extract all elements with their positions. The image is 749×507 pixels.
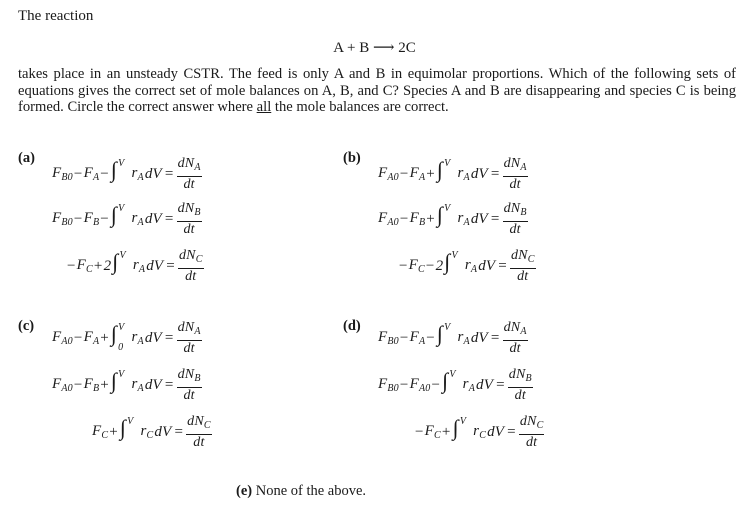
derivative-fraction [503,201,528,237]
flow-symbol: F [83,376,93,392]
upper-limit: V [444,322,451,333]
derivative-fraction [177,367,202,403]
numerator-subscript: A [520,162,527,173]
numerator-subscript: C [527,254,535,265]
integral-sign [120,417,134,447]
flow-subscript: C [86,264,93,275]
flow-symbol: F [52,376,62,392]
numerator-symbol: dN [510,248,528,263]
flow-symbol: F [92,423,102,439]
integral-sign [442,370,456,400]
option-a-label[interactable]: (a) [18,150,35,166]
integral-symbol: ∫ [444,249,451,274]
integral-sign [111,159,125,189]
rate-subscript: A [137,383,144,394]
flow-subscript: C [101,430,109,441]
upper-limit: V [118,322,125,333]
option-c-label[interactable]: (c) [18,318,35,334]
numerator-symbol: dN [503,156,521,171]
reaction-equation: A + B ⟶ 2C [333,40,416,56]
flow-symbol: F [378,165,388,181]
operator: − [399,165,409,182]
fraction-numerator [177,320,202,341]
equation [52,367,202,403]
fraction-denominator: dt [509,177,521,192]
integral-sign [111,323,125,353]
numerator-symbol: dN [178,248,196,263]
upper-limit: V [449,369,456,380]
numerator-symbol: dN [177,156,195,171]
integral-symbol: ∫ [110,157,118,182]
flow-subscript: B [92,217,100,228]
flow-term [410,329,426,347]
flow-subscript: A0 [61,336,73,347]
fraction-numerator [503,156,528,177]
operator: − [73,165,83,182]
flow-symbol: F [378,210,388,226]
coefficient: 2 [435,257,444,274]
operator: + [100,329,109,346]
integral-sign [437,204,451,234]
equals-sign: = [174,423,184,440]
equals-sign: = [490,329,500,346]
integral-sign [112,251,126,281]
derivative-fraction [178,248,204,284]
rate-subscript: A [138,264,146,275]
flow-term [84,329,100,347]
integral-limits [118,159,124,189]
rate-term [131,210,143,228]
flow-term [410,376,431,394]
equation [52,156,202,192]
upper-limit: V [459,416,467,427]
integral-symbol: ∫ [436,321,444,346]
flow-symbol: F [378,376,388,392]
equation [378,320,528,356]
equation [92,414,212,450]
operator: − [399,257,408,274]
rate-symbol: r [457,165,464,181]
upper-limit: V [119,250,126,261]
integral-limits [449,370,455,400]
equation [52,201,202,237]
derivative-fraction [519,414,545,450]
rate-subscript: A [137,217,144,228]
integral-limits [452,251,458,281]
flow-symbol: F [408,257,419,273]
equals-sign: = [164,210,174,227]
differential: dV [470,210,488,227]
flow-term [52,165,73,183]
flow-subscript: A0 [387,217,399,228]
flow-symbol: F [409,329,419,345]
flow-symbol: F [409,165,419,181]
option-b-label[interactable]: (b) [343,150,361,166]
equals-sign: = [490,165,500,182]
rate-subscript: C [146,430,154,441]
integral-limits [118,370,124,400]
fraction-denominator: dt [509,341,521,356]
rate-subscript: C [479,430,487,441]
differential: dV [154,423,172,440]
operator: − [100,165,109,182]
numerator-subscript: A [520,326,527,337]
integral-limits [118,323,124,353]
equation [378,156,528,192]
flow-symbol: F [424,423,435,439]
numerator-symbol: dN [519,414,537,429]
numerator-symbol: dN [508,367,526,382]
derivative-fraction [177,156,202,192]
differential: dV [144,329,162,346]
fraction-denominator: dt [183,341,195,356]
fraction-numerator [508,367,533,388]
fraction-numerator [519,414,545,435]
upper-limit: V [118,369,125,380]
operator: + [100,376,109,393]
upper-limit: V [444,203,451,214]
rate-subscript: A [463,172,470,183]
upper-limit: V [451,250,458,261]
upper-limit: V [118,158,125,169]
rate-subscript: A [468,383,476,394]
derivative-fraction [503,320,528,356]
question-text-end: the mole balances are correct. [271,99,449,115]
operator: − [399,329,409,346]
flow-term [378,210,399,228]
flow-subscript: C [418,264,425,275]
fraction-denominator: dt [185,269,197,284]
lower-limit: 0 [118,342,124,353]
flow-term [52,376,73,394]
operator: − [425,257,435,274]
flow-symbol: F [378,329,388,345]
flow-term [378,165,399,183]
fraction-numerator [186,414,212,435]
flow-term [77,257,93,275]
flow-subscript: A [92,172,100,183]
numerator-symbol: dN [503,201,521,216]
flow-subscript: A [92,336,100,347]
flow-term [84,376,100,394]
flow-subscript: B [92,383,100,394]
flow-symbol: F [83,329,93,345]
operator: − [399,210,409,227]
fraction-numerator [510,248,536,269]
numerator-subscript: C [195,254,203,265]
equation [378,201,528,237]
equation [52,320,202,356]
rate-symbol: r [132,257,139,273]
integral-limits [120,251,126,281]
numerator-subscript: A [194,162,201,173]
equals-sign: = [164,376,174,393]
rate-subscript: A [470,264,478,275]
question-paragraph [18,66,736,116]
derivative-fraction [186,414,212,450]
rate-symbol: r [131,376,138,392]
flow-term [52,210,73,228]
flow-symbol: F [52,329,62,345]
operator: − [426,329,435,346]
flow-subscript: B0 [387,336,399,347]
rate-symbol: r [457,210,464,226]
rate-symbol: r [140,423,147,439]
flow-term [84,210,100,228]
fraction-numerator [503,201,528,222]
flow-term [92,423,108,441]
flow-subscript: B0 [387,383,399,394]
rate-term [131,329,143,347]
integral-symbol: ∫ [442,368,449,393]
fraction-denominator: dt [183,222,195,237]
integral-symbol: ∫ [112,249,119,274]
flow-symbol: F [83,165,93,181]
operator: − [431,376,441,393]
equals-sign: = [498,257,507,274]
integral-sign [111,370,125,400]
equation [414,414,544,450]
flow-term [378,329,399,347]
rate-symbol: r [462,376,469,392]
flow-subscript: A0 [61,383,73,394]
integral-limits [444,204,450,234]
differential: dV [144,210,162,227]
operator: − [67,257,76,274]
rate-term [463,376,475,394]
differential: dV [144,165,162,182]
emphasis-all: all [256,99,272,115]
integral-limits [127,417,133,447]
rate-symbol: r [473,423,480,439]
upper-limit: V [127,416,134,427]
integral-symbol: ∫ [452,415,459,440]
equation [378,367,533,403]
rate-symbol: r [464,257,471,273]
numerator-symbol: dN [177,201,195,216]
fraction-denominator: dt [183,177,195,192]
integral-limits [460,417,466,447]
integral-limits [444,323,450,353]
fraction-denominator: dt [514,388,526,403]
rate-symbol: r [457,329,464,345]
flow-subscript: B0 [61,172,73,183]
flow-term [410,165,426,183]
numerator-symbol: dN [177,367,195,382]
flow-symbol: F [52,165,62,181]
operator: − [73,210,83,227]
derivative-fraction [177,320,202,356]
rate-symbol: r [131,165,138,181]
derivative-fraction [177,201,202,237]
flow-symbol: F [76,257,87,273]
differential: dV [470,165,488,182]
flow-term [409,257,425,275]
flow-subscript: A0 [387,172,399,183]
operator: + [441,423,451,440]
coefficient: 2 [103,257,112,274]
fraction-numerator [177,201,202,222]
intro-text: The reaction [18,8,94,24]
equals-sign: = [490,210,500,227]
option-e[interactable] [236,483,366,500]
operator: + [93,257,103,274]
integral-limits [444,159,450,189]
equation [66,248,204,284]
equals-sign: = [496,376,505,393]
flow-symbol: F [409,210,419,226]
operator: − [73,376,83,393]
upper-limit: V [118,203,125,214]
rate-subscript: A [137,336,144,347]
integral-symbol: ∫ [110,202,118,227]
differential: dV [470,329,488,346]
rate-term [473,423,486,441]
rate-term [131,165,143,183]
fraction-numerator [178,248,204,269]
integral-symbol: ∫ [110,321,118,346]
numerator-subscript: A [194,326,201,337]
derivative-fraction [510,248,536,284]
integral-symbol: ∫ [119,415,127,440]
differential: dV [487,423,505,440]
numerator-subscript: B [194,373,201,384]
equals-sign: = [164,329,174,346]
flow-subscript: B [418,217,426,228]
integral-sign [437,323,451,353]
option-e-text: None of the above. [255,483,367,499]
equation [398,248,536,284]
flow-subscript: A [418,172,426,183]
operator: + [109,423,118,440]
rate-term [457,210,469,228]
operator: + [426,210,435,227]
numerator-subscript: B [520,207,527,218]
rate-subscript: A [463,336,470,347]
upper-limit: V [444,158,451,169]
equals-sign: = [507,423,516,440]
fraction-numerator [177,156,202,177]
rate-symbol: r [131,329,138,345]
flow-symbol: F [83,210,93,226]
integral-symbol: ∫ [436,157,444,182]
fraction-numerator [177,367,202,388]
fraction-denominator: dt [525,435,538,450]
operator: − [100,210,109,227]
integral-sign [453,417,467,447]
numerator-symbol: dN [503,320,521,335]
fraction-denominator: dt [517,269,529,284]
equals-sign: = [164,165,174,182]
numerator-subscript: C [536,420,544,431]
question-text: takes place in an unsteady CSTR. The feed is only A and B in equimolar proportions. Which of the following sets of equations gives the correct set of mole balances on A, B, and C? Species A and B are disappearing and species C is being formed. Circle the correct answer where [18,66,736,115]
operator: − [73,329,83,346]
differential: dV [476,376,494,393]
integral-symbol: ∫ [436,202,444,227]
integral-sign [444,251,458,281]
rate-term [457,329,469,347]
rate-term [140,423,153,441]
numerator-subscript: C [203,420,211,431]
option-d-label[interactable]: (d) [343,318,361,334]
fraction-numerator [503,320,528,341]
rate-term [133,257,145,275]
flow-term [410,210,426,228]
rate-term [465,257,477,275]
operator: − [415,423,424,440]
flow-term [425,423,441,441]
integral-symbol: ∫ [110,368,118,393]
flow-term [378,376,399,394]
flow-subscript: A0 [418,383,431,394]
differential: dV [478,257,496,274]
rate-symbol: r [131,210,138,226]
numerator-symbol: dN [177,320,195,335]
integral-sign [111,204,125,234]
rate-term [457,165,469,183]
flow-subscript: C [434,430,441,441]
operator: − [399,376,409,393]
integral-limits [118,204,124,234]
fraction-denominator: dt [193,435,205,450]
numerator-subscript: B [194,207,201,218]
numerator-symbol: dN [187,414,204,429]
numerator-subscript: B [525,373,532,384]
integral-sign [437,159,451,189]
rate-subscript: A [463,217,470,228]
rate-subscript: A [137,172,144,183]
option-e-label: (e) [236,483,253,499]
operator: + [426,165,435,182]
equals-sign: = [166,257,175,274]
derivative-fraction [503,156,528,192]
flow-subscript: A [418,336,426,347]
fraction-denominator: dt [509,222,521,237]
flow-symbol: F [52,210,62,226]
differential: dV [144,376,162,393]
flow-term [52,329,73,347]
rate-term [131,376,143,394]
flow-symbol: F [409,376,419,392]
derivative-fraction [508,367,533,403]
fraction-denominator: dt [183,388,195,403]
differential: dV [146,257,164,274]
flow-term [84,165,100,183]
flow-subscript: B0 [61,217,73,228]
